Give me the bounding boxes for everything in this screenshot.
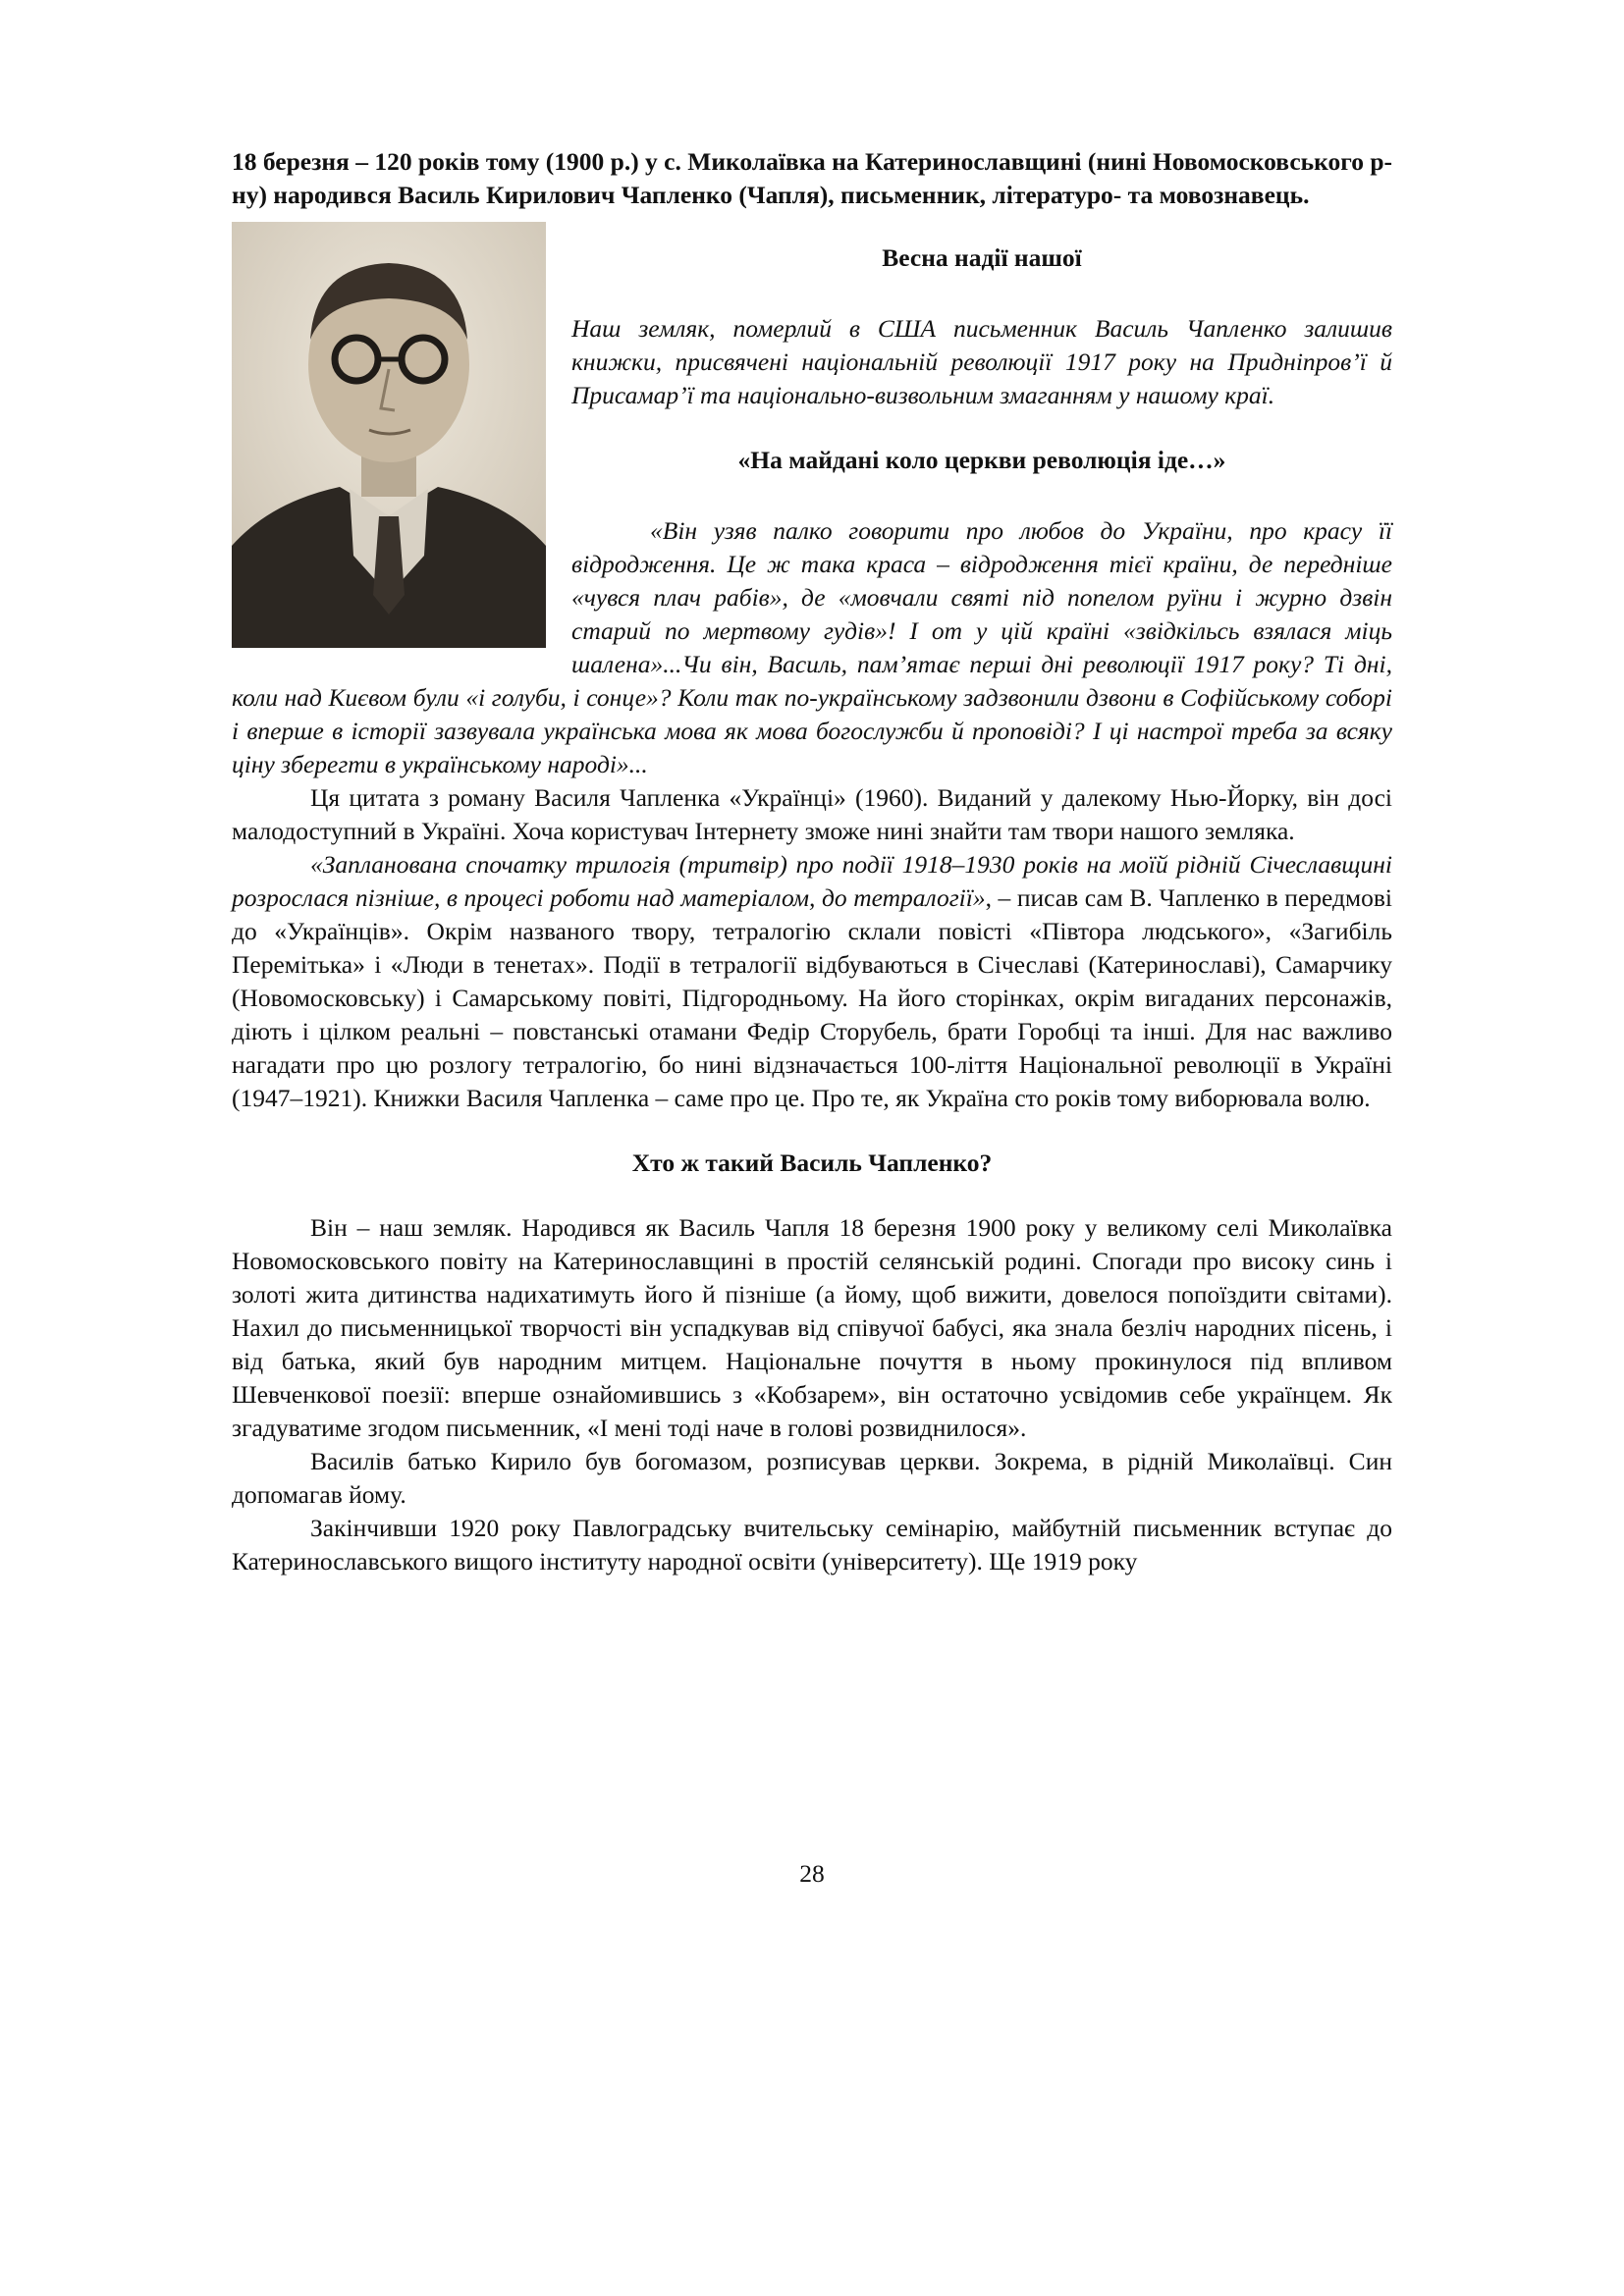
- body-paragraph-4: Василів батько Кирило був богомазом, розписував церкви. Зокрема, в рідній Миколаївці. Син допомагав йому.: [232, 1447, 1392, 1509]
- tetralogy-quote: «Запланована спочатку трилогія (тритвір) про події 1918–1930 років на моїй рідній Січеславщині розрослася пізніше, в процесі роботи над матеріалом, до тетралогії»: [232, 850, 1392, 912]
- body-paragraph-3: Він – наш земляк. Народився як Василь Чапля 18 березня 1900 року у великому селі Миколаївка Новомосковського повіту на Катеринославщині в простій селянській родині. Спогади про високу синь і золоті жита дитинства надихатимуть його й пізніше (а йому, щоб вижити, довелося попоїздити світами). Нахил до письменницької творчості він успадкував від співучої бабусі, яка знала безліч народних пісень, і від батька, який був народним митцем. Національне почуття в ньому прокинулося під впливом Шевченкової поезії: вперше ознайомившись з «Кобзарем», він остаточно усвідомив себе українцем. Як згадуватиме згодом письменник, «І мені тоді наче в голові розвиднилося».: [232, 1213, 1392, 1442]
- novel-quote: «Він узяв палко говорити про любов до України, про красу її відродження. Це ж така краса – відродження тієї країни, де передніше «чувся плач рабів», де «мовчали святі під попелом руїни і журно дзвін старий по мертвому гудів»! І от у цій країні «звідкільсь взялася міць шалена»...Чи він, Василь, пам’ятає перші дні революції 1917 року? Ті дні, коли над Києвом були «і голуби, і сонце»? Коли так по-українському задзвонили дзвони в Софійському соборі і вперше в історії зазвувала українська мова як мова богослужби й проповіді? І ці настрої треба за всяку ціну зберегти в українському народі»...: [232, 516, 1392, 778]
- lead-paragraph: Наш земляк, померлий в США письменник Василь Чапленко залишив книжки, присвячені національній революції 1917 року на Придніпров’ї й Присамар’ї та національно-визвольним змаганням у нашому краї.: [571, 314, 1392, 409]
- portrait-illustration: [232, 222, 546, 648]
- section-heading-who-is-chaplenko: Хто ж такий Василь Чапленко?: [631, 1148, 993, 1177]
- page-content: [232, 145, 1392, 1578]
- section-heading-revolution: «На майдані коло церкви революція іде…»: [737, 446, 1226, 474]
- section-heading-spring-of-hope: Весна надії нашої: [882, 243, 1082, 272]
- body-paragraph-1: Ця цитата з роману Василя Чапленка «Українці» (1960). Виданий у далекому Нью-Йорку, він досі малодоступний в Україні. Хоча користувач Інтернету зможе нині знайти там твори нашого земляка.: [232, 783, 1392, 845]
- body-paragraph-2-text: , – писав сам В. Чапленко в передмові до «Українців». Окрім названого твору, тетралогію склали повісті «Півтора людського», «Загибіль Перемітька» і «Люди в тенетах». Події в тетралогії відбуваються в Січеславі (Катеринославі), Самарчику (Новомосковську) і Самарському повіті, Підгородньому. На його сторінках, окрім вигаданих персонажів, діють і цілком реальні – повстанські отамани Федір Сторубель, брати Горобці та інші. Для нас важливо нагадати про цю розлогу тетралогію, бо нині відзначається 100-ліття Національної революції в Україні (1947–1921). Книжки Василя Чапленка – саме про це. Про те, як Україна сто років тому виборювала волю.: [232, 883, 1392, 1112]
- intro-paragraph: 18 березня – 120 років тому (1900 р.) у с. Миколаївка на Катеринославщині (нині Новомосковського р-ну) народився Василь Кирилович Чапленко (Чапля), письменник, літературо- та мовознавець.: [232, 147, 1393, 209]
- body-paragraph-5: Закінчивши 1920 року Павлоградську вчительську семінарію, майбутній письменник вступає до Катеринославського вищого інституту народної освіти (університету). Ще 1919 року: [232, 1514, 1392, 1575]
- page-number: 28: [799, 1859, 825, 1888]
- body-paragraph-2: [232, 848, 1392, 1115]
- author-portrait-photo: [232, 222, 546, 648]
